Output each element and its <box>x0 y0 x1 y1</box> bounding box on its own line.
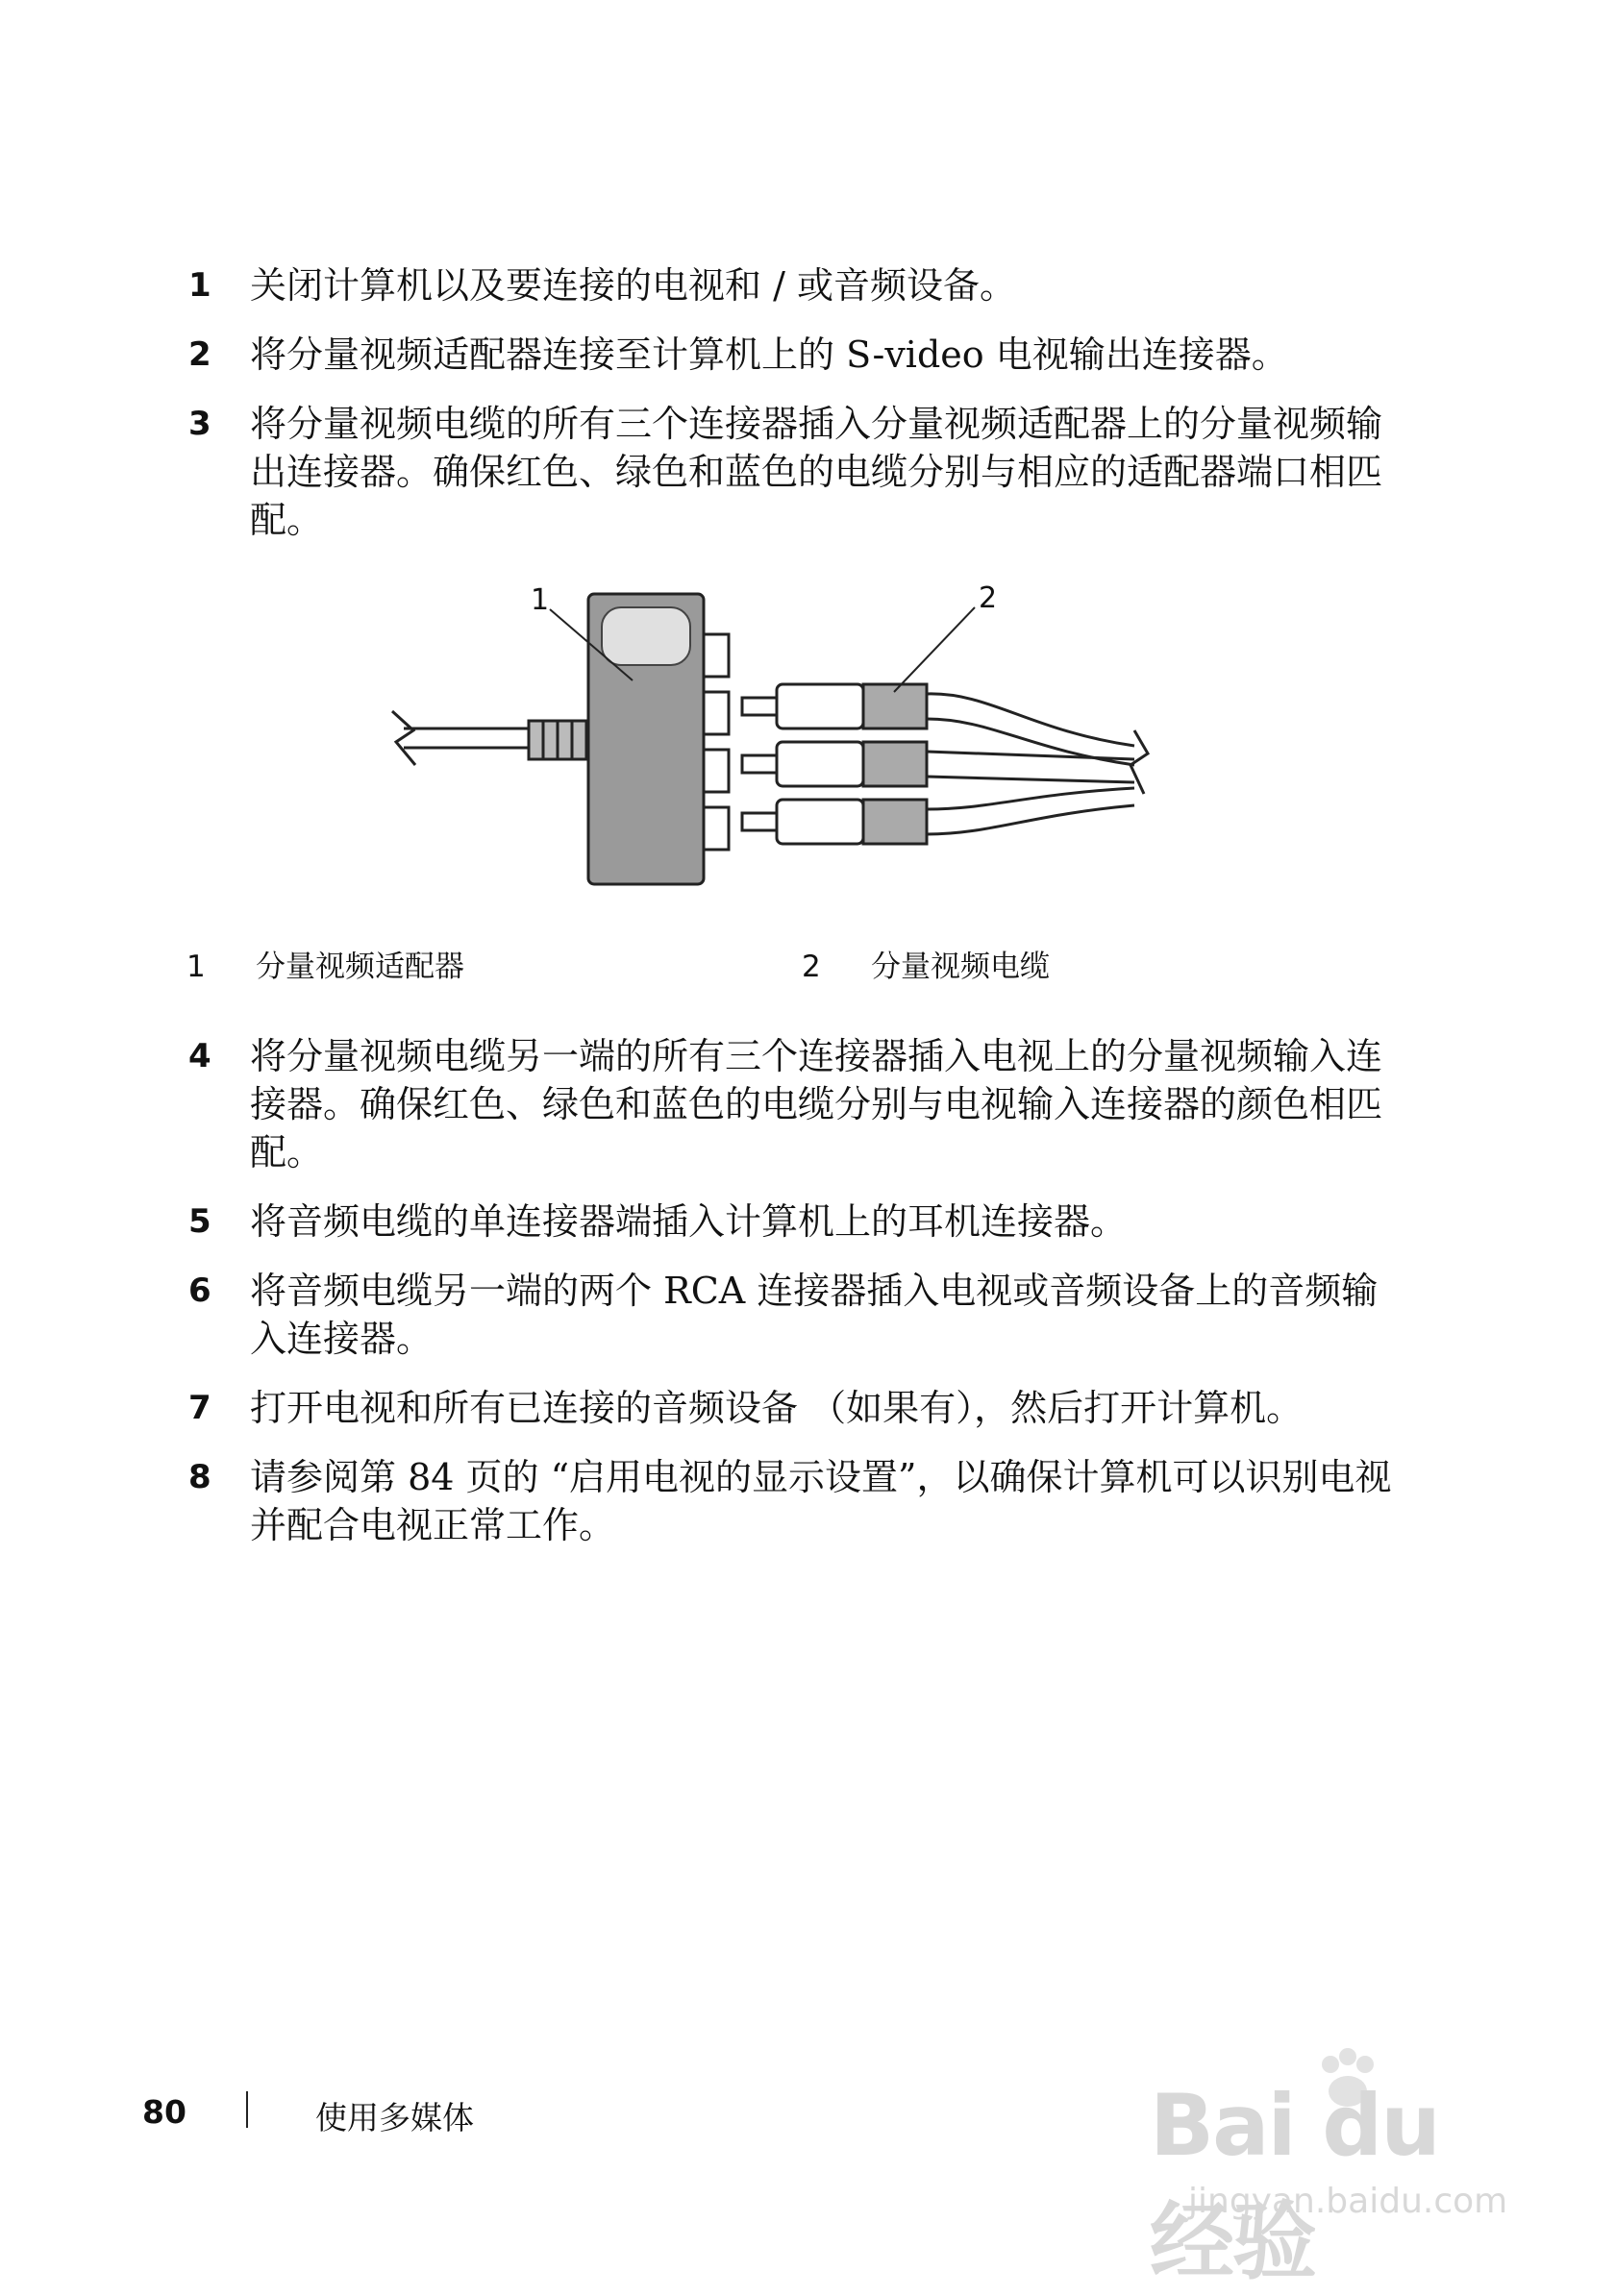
steps-list-before <box>188 261 1400 565</box>
step-item <box>188 1384 1400 1432</box>
step-text: 打开电视和所有已连接的音频设备 （如果有），然后打开计算机。 <box>250 1387 1304 1429</box>
step-number: 4 <box>188 1037 211 1075</box>
page-number: 80 <box>142 2093 186 2131</box>
step-number: 2 <box>188 335 211 374</box>
step-number: 8 <box>188 1458 211 1496</box>
baidu-jingyan-watermark <box>1140 2037 1544 2291</box>
step-number: 5 <box>188 1202 211 1241</box>
caption-item <box>802 942 1050 985</box>
callout-1-label: 1 <box>531 583 550 617</box>
step-text: 将分量视频电缆的所有三个连接器插入分量视频适配器上的分量视频输出连接器。确保红色、绿色和蓝色的电缆分别与相应的适配器端口相匹配。 <box>250 403 1383 541</box>
caption-item <box>186 942 464 985</box>
step-number: 1 <box>188 266 211 305</box>
chapter-title: 使用多媒体 <box>315 2099 474 2136</box>
step-text: 关闭计算机以及要连接的电视和 / 或音频设备。 <box>250 264 1016 307</box>
step-item <box>188 1032 1400 1176</box>
watermark-logo: Bai du 经验 <box>1150 2076 1439 2291</box>
adapter-cable-illustration <box>375 577 1211 903</box>
step-item <box>188 331 1400 379</box>
step-text: 将音频电缆的单连接器端插入计算机上的耳机连接器。 <box>250 1200 1128 1243</box>
step-text: 将分量视频适配器连接至计算机上的 S-video 电视输出连接器。 <box>250 333 1288 376</box>
caption-number: 1 <box>186 950 206 984</box>
step-text: 将音频电缆另一端的两个 RCA 连接器插入电视或音频设备上的音频输入连接器。 <box>250 1270 1379 1360</box>
caption-label: 分量视频电缆 <box>871 950 1050 984</box>
step-text: 请参阅第 84 页的 “启用电视的显示设置”，以确保计算机可以识别电视并配合电视正常工作。 <box>250 1456 1392 1546</box>
step-number: 3 <box>188 405 211 443</box>
steps-list-after <box>188 1032 1400 1570</box>
caption-label: 分量视频适配器 <box>256 950 464 984</box>
step-item <box>188 1267 1400 1363</box>
step-item <box>188 261 1400 309</box>
step-number: 6 <box>188 1271 211 1310</box>
footer-divider <box>246 2091 248 2128</box>
step-item <box>188 1197 1400 1246</box>
step-text: 将分量视频电缆另一端的所有三个连接器插入电视上的分量视频输入连接器。确保红色、绿色和蓝色的电缆分别与电视输入连接器的颜色相匹配。 <box>250 1035 1383 1173</box>
step-item <box>188 1453 1400 1549</box>
component-adapter-icon <box>588 594 729 884</box>
caption-number: 2 <box>802 950 821 984</box>
component-cable-icon <box>742 684 1148 844</box>
step-number: 7 <box>188 1389 211 1427</box>
callout-2-label: 2 <box>979 581 998 615</box>
s-video-cable-icon <box>392 711 586 765</box>
watermark-url: jingyan.baidu.com <box>1188 2182 1508 2221</box>
step-item <box>188 400 1400 544</box>
